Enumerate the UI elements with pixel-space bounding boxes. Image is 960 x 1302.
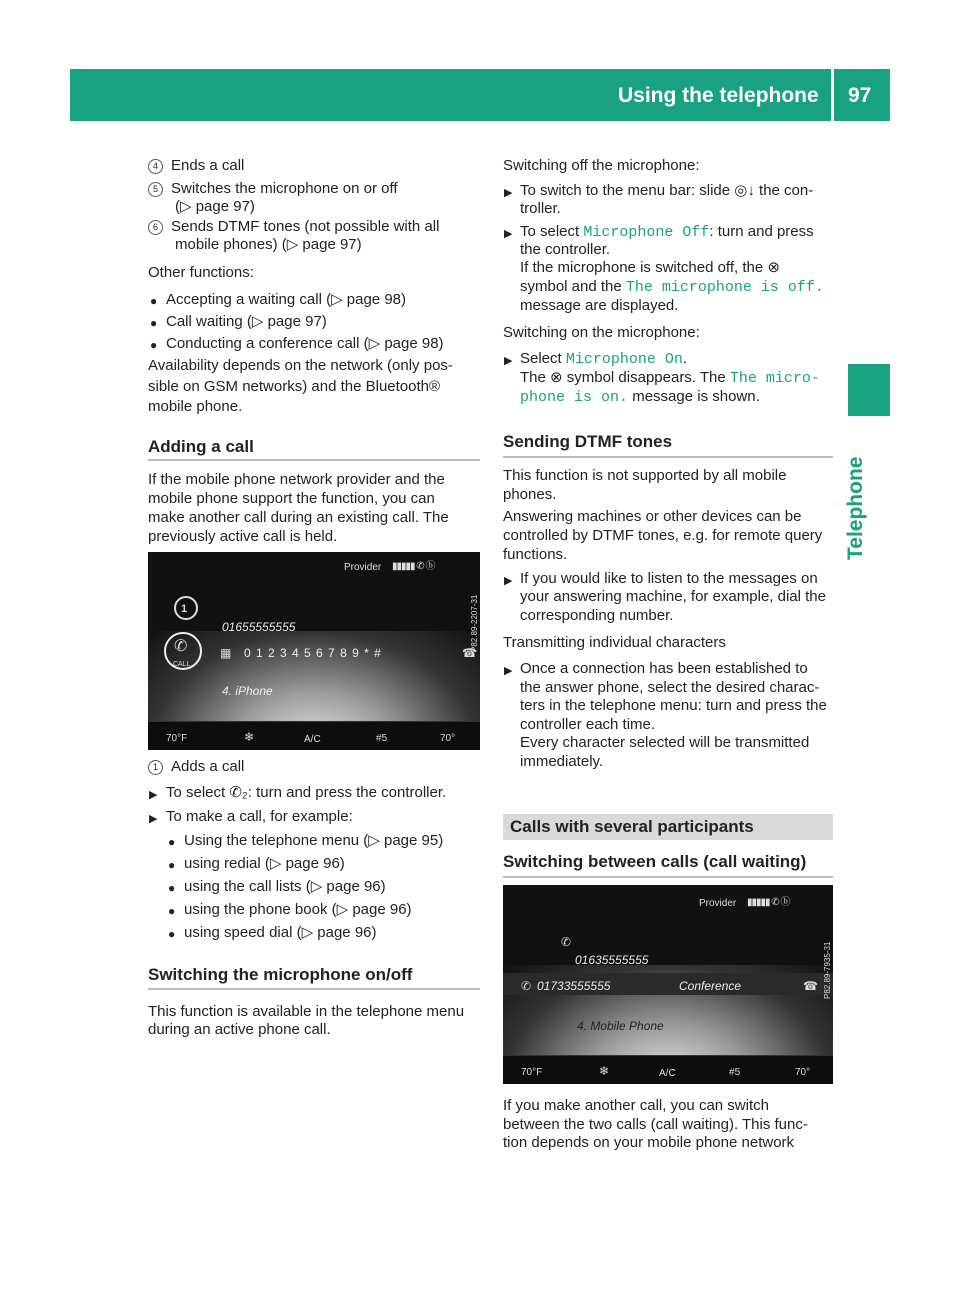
climate-bar	[503, 1055, 833, 1084]
hold-phone-icon: ✆	[561, 935, 572, 949]
end-call-icon: ☎	[803, 979, 818, 993]
paragraph-line: tion depends on your mobile phone network	[503, 1134, 795, 1151]
list-item: using the phone book (▷ page 96)	[184, 901, 412, 918]
temp-left: 70°F	[166, 733, 188, 744]
active-number: 01655555555	[222, 620, 296, 634]
image-ref: P82.89-7935-31	[823, 941, 832, 999]
active-number: 01733555555	[537, 979, 611, 993]
step-cont: ters in the telephone menu: turn and press the	[520, 697, 827, 714]
heading-adding-call: Adding a call	[148, 437, 254, 456]
step-cont: immediately.	[520, 753, 604, 770]
step-arrow-icon: ▶	[149, 813, 158, 825]
provider-label: Provider	[699, 898, 737, 909]
step-arrow-icon: ▶	[504, 355, 513, 367]
temp-left: 70°F	[521, 1067, 543, 1078]
heading-rule	[503, 456, 833, 458]
heading-rule	[148, 988, 480, 990]
step: To make a call, for example:	[166, 808, 353, 825]
list-item: Conducting a conference call (▷ page 98)	[166, 335, 444, 352]
paragraph-line: mobile phone support the function, you can	[148, 490, 435, 507]
paragraph: Other functions:	[148, 264, 254, 281]
list-item: 6 Sends DTMF tones (not possible with all	[148, 218, 439, 236]
bullet: ●	[150, 316, 158, 330]
heading-dtmf: Sending DTMF tones	[503, 432, 673, 451]
list-item: Accepting a waiting call (▷ page 98)	[166, 291, 406, 308]
image-ref: P82.89-2207-31	[470, 594, 479, 652]
step-cont: corresponding number.	[520, 607, 674, 624]
step-cont: The ⊗ symbol disappears. The The micro‐	[520, 369, 820, 387]
dtmf-digits: 0 1 2 3 4 5 6 7 8 9 * #	[244, 646, 382, 660]
phone-icon: ✆	[174, 638, 188, 655]
bullet: ●	[168, 858, 176, 872]
display-message: phone is on.	[520, 389, 629, 406]
bullet: ●	[150, 294, 158, 308]
call-waiting-screen-image	[503, 885, 833, 1084]
end-call-icon: ☎	[462, 646, 477, 660]
step-arrow-icon: ▶	[149, 789, 158, 801]
active-call-bar[interactable]	[503, 973, 833, 995]
fan-icon: #	[729, 1067, 735, 1078]
provider-label: Provider	[344, 562, 382, 573]
paragraph-line: If you make another call, you can switch	[503, 1097, 769, 1114]
list-item: using redial (▷ page 96)	[184, 855, 345, 872]
step: To switch to the menu bar: slide ◎↓ the con-	[520, 182, 814, 199]
step-cont: the controller.	[520, 241, 611, 258]
contact-entry: 4. Mobile Phone	[577, 1019, 664, 1033]
signal-icon: ▮▮▮▮▮ ✆ ⓑ	[392, 561, 435, 572]
step: To select Microphone Off: turn and press	[520, 223, 814, 241]
held-number: 01635555555	[575, 953, 649, 967]
ac-label: A/C	[304, 734, 321, 745]
paragraph: Switching off the microphone:	[503, 157, 700, 174]
temp-right: 70°	[795, 1067, 811, 1078]
menu-item-microphone-off: Microphone Off	[583, 224, 710, 241]
step-cont: Every character selected will be transmitted	[520, 734, 810, 751]
step: Once a connection has been established to	[520, 660, 808, 677]
paragraph-line: between the two calls (call waiting). This func-	[503, 1116, 808, 1133]
call-label: CALL	[173, 661, 191, 668]
step-cont: message are displayed.	[520, 297, 679, 314]
paragraph-line: phones.	[503, 486, 557, 503]
paragraph-line: This function is available in the telephone menu	[148, 1003, 465, 1020]
paragraph-line: previously active call is held.	[148, 528, 338, 545]
paragraph: Switching on the microphone:	[503, 324, 700, 341]
climate-bar	[148, 721, 480, 750]
menu-item-microphone-on: Microphone On	[565, 351, 683, 368]
step-cont: If the microphone is switched off, the ⊗	[520, 259, 780, 276]
keypad-icon: ▦	[220, 646, 232, 660]
section-title: Calls with several participants	[510, 817, 754, 836]
paragraph-line: make another call during an existing call. The	[148, 509, 449, 526]
step-arrow-icon: ▶	[504, 575, 513, 587]
step-arrow-icon: ▶	[504, 228, 513, 240]
airflow-icon: ❄	[244, 730, 255, 744]
paragraph-line: during an active phone call.	[148, 1021, 331, 1038]
step-arrow-icon: ▶	[504, 187, 513, 199]
step: Select Microphone On.	[520, 350, 688, 368]
paragraph-line: Availability depends on the network (only pos-	[148, 357, 453, 374]
airflow-icon: ❄	[599, 1064, 610, 1078]
list-item: Using the telephone menu (▷ page 95)	[184, 832, 444, 849]
paragraph-line: sible on GSM networks) and the Bluetooth®	[148, 378, 441, 395]
step: To select ✆₂: turn and press the controller.	[166, 784, 447, 801]
step-cont: troller.	[520, 200, 561, 217]
phone-icon: ✆	[521, 979, 532, 993]
telephone-screen-image	[148, 552, 480, 750]
callout-legend: 1 Adds a call	[148, 758, 244, 776]
step: If you would like to listen to the messages on	[520, 570, 818, 587]
page-ref: (▷ page 97)	[175, 198, 255, 215]
paragraph-line: functions.	[503, 546, 568, 563]
paragraph: Transmitting individual characters	[503, 634, 726, 651]
paragraph-line: mobile phone.	[148, 398, 243, 415]
bullet: ●	[168, 881, 176, 895]
fan-level: #5	[376, 733, 388, 744]
ac-label: A/C	[659, 1068, 676, 1079]
bullet: ●	[168, 927, 176, 941]
step-cont: phone is on. message is shown.	[520, 388, 760, 406]
bullet: ●	[150, 338, 158, 352]
step-cont: controller each time.	[520, 716, 656, 733]
heading-rule	[503, 876, 833, 878]
list-item: 5 Switches the microphone on or off	[148, 180, 398, 198]
page-number: 97	[848, 84, 872, 107]
chapter-tab	[848, 364, 890, 416]
page-title: Using the telephone	[618, 84, 819, 107]
list-item: Call waiting (▷ page 97)	[166, 313, 327, 330]
step-cont: the answer phone, select the desired charac-	[520, 679, 820, 696]
display-message: The microphone is off.	[625, 279, 824, 296]
temp-right: 70°	[440, 733, 456, 744]
bullet: ●	[168, 904, 176, 918]
list-item: using speed dial (▷ page 96)	[184, 924, 377, 941]
heading-call-waiting: Switching between calls (call waiting)	[503, 852, 807, 871]
paragraph-line: This function is not supported by all mobile	[503, 467, 787, 484]
paragraph-line: If the mobile phone network provider and the	[148, 471, 445, 488]
list-item: 4 Ends a call	[148, 157, 244, 175]
display-message: The micro‐	[729, 370, 820, 387]
heading-rule	[148, 459, 480, 461]
chapter-label: Telephone	[844, 456, 867, 560]
step-cont: symbol and the The microphone is off.	[520, 278, 824, 296]
list-item: using the call lists (▷ page 96)	[184, 878, 386, 895]
header-separator	[831, 69, 834, 121]
fan-icon: #	[376, 733, 382, 744]
heading-microphone: Switching the microphone on/off	[148, 965, 413, 984]
contact-entry: 4. iPhone	[222, 684, 273, 698]
fan-level: #5	[729, 1067, 741, 1078]
paragraph-line: controlled by DTMF tones, e.g. for remote query	[503, 527, 823, 544]
callout-number: 1	[181, 603, 188, 615]
step-arrow-icon: ▶	[504, 665, 513, 677]
step-cont: your answering machine, for example, dial the	[520, 588, 826, 605]
list-item-cont: mobile phones) (▷ page 97)	[175, 236, 362, 253]
signal-icon: ▮▮▮▮▮ ✆ ⓑ	[747, 897, 790, 908]
conference-label[interactable]: Conference	[679, 979, 742, 993]
paragraph-line: Answering machines or other devices can be	[503, 508, 802, 525]
bullet: ●	[168, 835, 176, 849]
